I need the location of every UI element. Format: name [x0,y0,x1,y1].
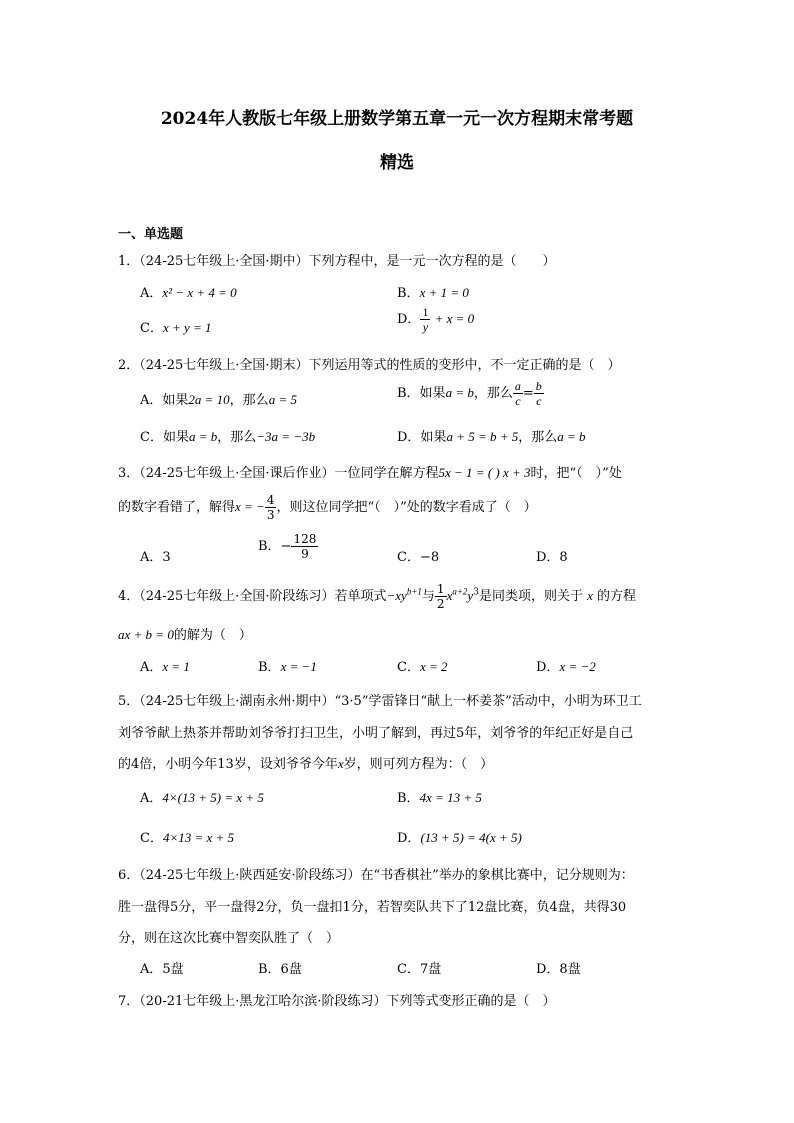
question-stem-line2: 刘爷爷献上热茶并帮助刘爷爷打扫卫生，小明了解到，再过5年，刘爷爷的年纪正好是自己 [118,726,634,741]
option-a[interactable]: A．5盘 [140,962,184,977]
option-d[interactable]: D．8盘 [536,962,581,977]
option-a[interactable]: A．4×(13 + 5) = x + 5 [140,790,264,806]
question-stem: 2．（24-25七年级上·全国·期末）下列运用等式的性质的变形中，不一定正确的是（ ） [118,358,621,373]
question-stem: 7．（20-21七年级上·黑龙江哈尔滨·阶段练习）下列等式变形正确的是（ ） [118,994,556,1009]
option-d[interactable]: D．如果a + 5 = b + 5，那么a = b [397,429,586,445]
option-c[interactable]: C．4×13 = x + 5 [140,830,235,846]
question-stem-line2: 的数字看错了，解得x = − $\frac{4}{3}$ ，则这位同学把“（ ）”处的数字看成了（ ） [118,493,537,522]
option-d[interactable]: D．(13 + 5) = 4(x + 5) [397,830,522,846]
option-c[interactable]: C．x + y = 1 [140,320,212,336]
option-a[interactable]: A．x = 1 [140,659,190,675]
question-stem-line3: 的4倍，小明今年13岁，设刘爷爷今年x岁，则可列方程为：（ ） [118,756,494,772]
option-b[interactable]: B．6盘 [258,962,302,977]
option-b[interactable]: B．x + 1 = 0 [397,285,469,301]
option-c[interactable]: C．−8 [397,550,440,565]
option-a[interactable]: A．3 [140,550,171,565]
question-stem-line1: 5．（24-25七年级上·湖南永州·期中）“3·5”学雷锋日“献上一杯姜茶”活动中，小明为环卫工 [118,694,642,709]
option-c[interactable]: C．x = 2 [397,659,448,675]
page-title-line2: 精选 [380,153,414,173]
option-b[interactable]: B．4x = 13 + 5 [397,790,482,806]
question-stem-line1: 4．（24-25七年级上·全国·阶段练习）若单项式$-xy^{b+1}$与 $\frac{1}{2}$ $x^{a+2}y^3$是同类项，则关于 x 的方程 [118,582,637,611]
option-c[interactable]: C．如果a = b，那么−3a = −3b [140,429,316,445]
section-heading: 一、单选题 [118,227,184,242]
option-d[interactable]: D．8 [536,550,568,565]
option-a[interactable]: A．如果2a = 10，那么a = 5 [140,392,297,408]
option-b[interactable]: B．− $\frac{128}{9}$ [258,532,317,561]
option-d[interactable]: D．x = −2 [536,659,596,675]
question-stem-line2: ax + b = 0的解为（ ） [118,627,252,643]
option-b[interactable]: B．如果a = b，那么 $\frac{a}{c}$ = $\frac{b}{c}$ [397,379,542,408]
page-title-line1: 2024年人教版七年级上册数学第五章一元一次方程期末常考题 [160,109,634,129]
question-stem-line1: 6．（24-25七年级上·陕西延安·阶段练习）在“书香棋社”举办的象棋比赛中，记分规则为： [118,868,634,883]
question-stem-line3: 分，则在这次比赛中智奕队胜了（ ） [118,931,340,946]
question-stem: 1．（24-25七年级上·全国·期中）下列方程中，是一元一次方程的是（ ） [118,254,556,269]
option-b[interactable]: B．x = −1 [258,659,317,675]
option-a[interactable]: A．x² − x + 4 = 0 [140,285,237,301]
option-c[interactable]: C．7盘 [397,962,442,977]
question-stem-line2: 胜一盘得5分，平一盘得2分，负一盘扣1分，若智奕队共下了12盘比赛，负4盘，共得30 [118,900,627,915]
question-stem-line1: 3．（24-25七年级上·全国·课后作业）一位同学在解方程5x − 1 = ( ) x + 3时，把“（ ）”处 [118,465,622,481]
option-d[interactable]: D． $\frac{1}{y}$ + x = 0 [397,305,475,334]
